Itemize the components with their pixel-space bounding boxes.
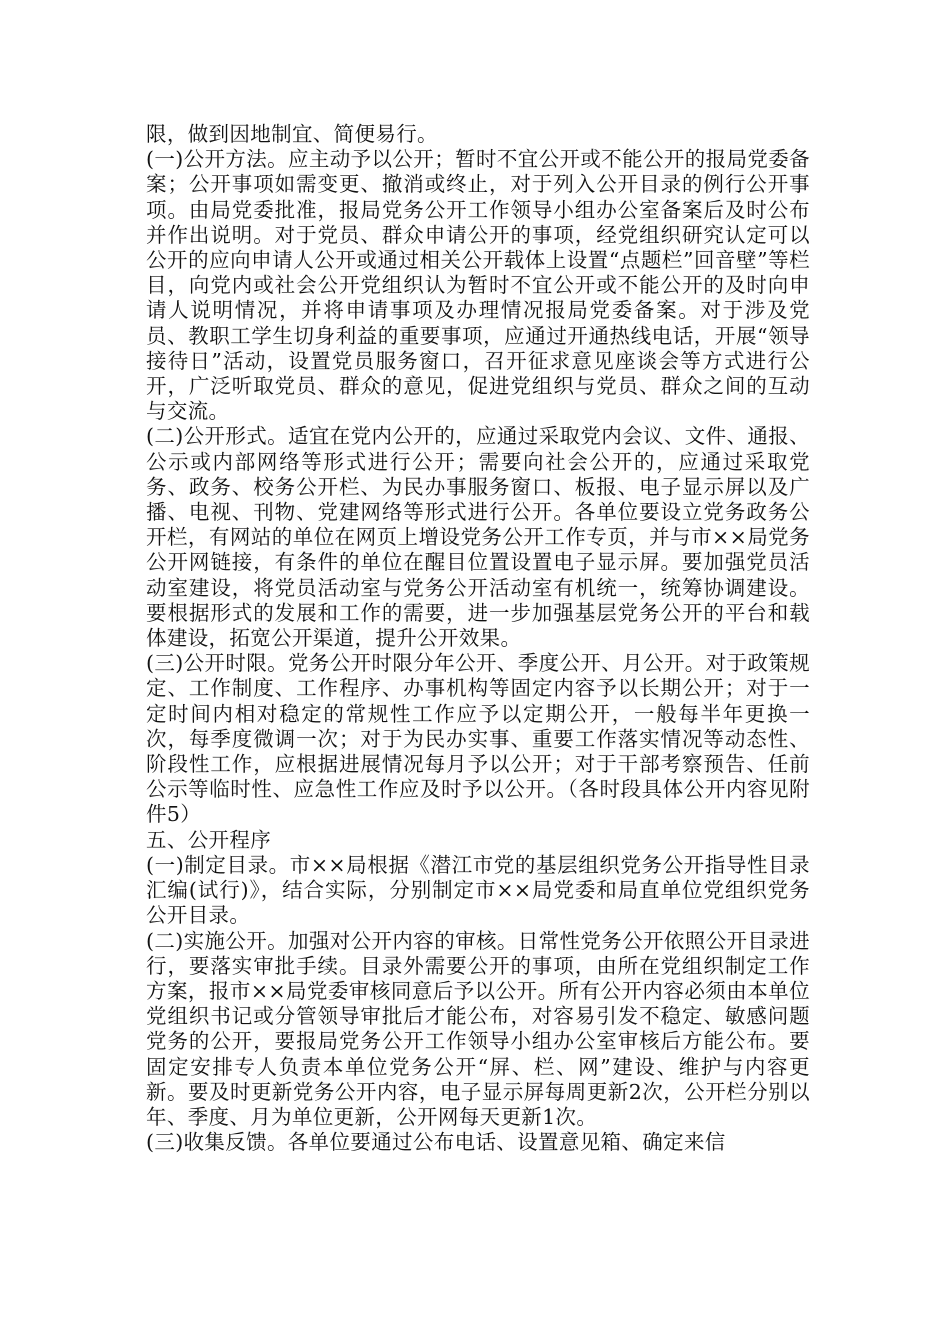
paragraph-disclosure-timeframe: (三)公开时限。党务公开时限分年公开、季度公开、月公开。对于政策规定、工作制度、工作程序、办事机构等固定内容予以长期公开；对于一定时间内相对稳定的常规性工作应予以定期公开，一般每半年更换一次，每季度微调一次；对于为民办实事、重要工作落实情况等动态性、阶段性工作，应根据进展情况每月予以公开；对于干部考察预告、任前公示等临时性、应急性工作应及时予以公开。（各时段具体公开内容见附件5） [146, 651, 810, 827]
paragraph-catalog: (一)制定目录。市××局根据《潜江市党的基层组织党务公开指导性目录汇编(试行)》，结合实际，分别制定市××局党委和局直单位党组织党务公开目录。 [146, 852, 810, 928]
paragraph-disclosure-form: (二)公开形式。适宜在党内公开的，应通过采取党内会议、文件、通报、公示或内部网络等形式进行公开；需要向社会公开的，应通过采取党务、政务、校务公开栏、为民办事服务窗口、板报、电子显示屏以及广播、电视、刊物、党建网络等形式进行公开。各单位要设立党务政务公开栏，有网站的单位在网页上增设党务公开工作专页，并与市××局党务公开网链接，有条件的单位在醒目位置设置电子显示屏。要加强党员活动室建设，将党员活动室与党务公开活动室有机统一，统筹协调建设。要根据形式的发展和工作的需要，进一步加强基层党务公开的平台和载体建设，拓宽公开渠道，提升公开效果。 [146, 424, 810, 651]
paragraph-feedback: (三)收集反馈。各单位要通过公布电话、设置意见箱、确定来信 [146, 1130, 726, 1155]
paragraph-continuation: 限，做到因地制宜、简便易行。 [146, 122, 438, 146]
document-page [146, 122, 810, 1155]
section-heading-disclosure-procedure: 五、公开程序 [146, 827, 272, 852]
paragraph-implementation: (二)实施公开。加强对公开内容的审核。日常性党务公开依照公开目录进行，要落实审批手续。目录外需要公开的事项，由所在党组织制定工作方案，报市××局党委审核同意后予以公开。所有公开内容必须由本单位党组织书记或分管领导审批后才能公布，对容易引发不稳定、敏感问题党务的公开，要报局党务公开工作领导小组办公室审核后方能公布。要固定安排专人负责本单位党务公开“屏、栏、网”建设、维护与内容更新。要及时更新党务公开内容，电子显示屏每周更新2次，公开栏分别以年、季度、月为单位更新，公开网每天更新1次。 [146, 928, 810, 1129]
paragraph-disclosure-method: (一)公开方法。应主动予以公开；暂时不宜公开或不能公开的报局党委备案；公开事项如需变更、撤消或终止，对于列入公开目录的例行公开事项。由局党委批准，报局党务公开工作领导小组办公室备案后及时公布并作出说明。对于党员、群众申请公开的事项，经党组织研究认定可以公开的应向申请人公开或通过相关公开载体上设置“点题栏”回音壁”等栏目，向党内或社会公开党组织认为暂时不宜公开或不能公开的及时向申请人说明情况，并将申请事项及办理情况报局党委备案。对于涉及党员、教职工学生切身利益的重要事项，应通过开通热线电话，开展“领导接待日”活动，设置党员服务窗口，召开征求意见座谈会等方式进行公开，广泛听取党员、群众的意见，促进党组织与党员、群众之间的互动与交流。 [146, 147, 810, 424]
